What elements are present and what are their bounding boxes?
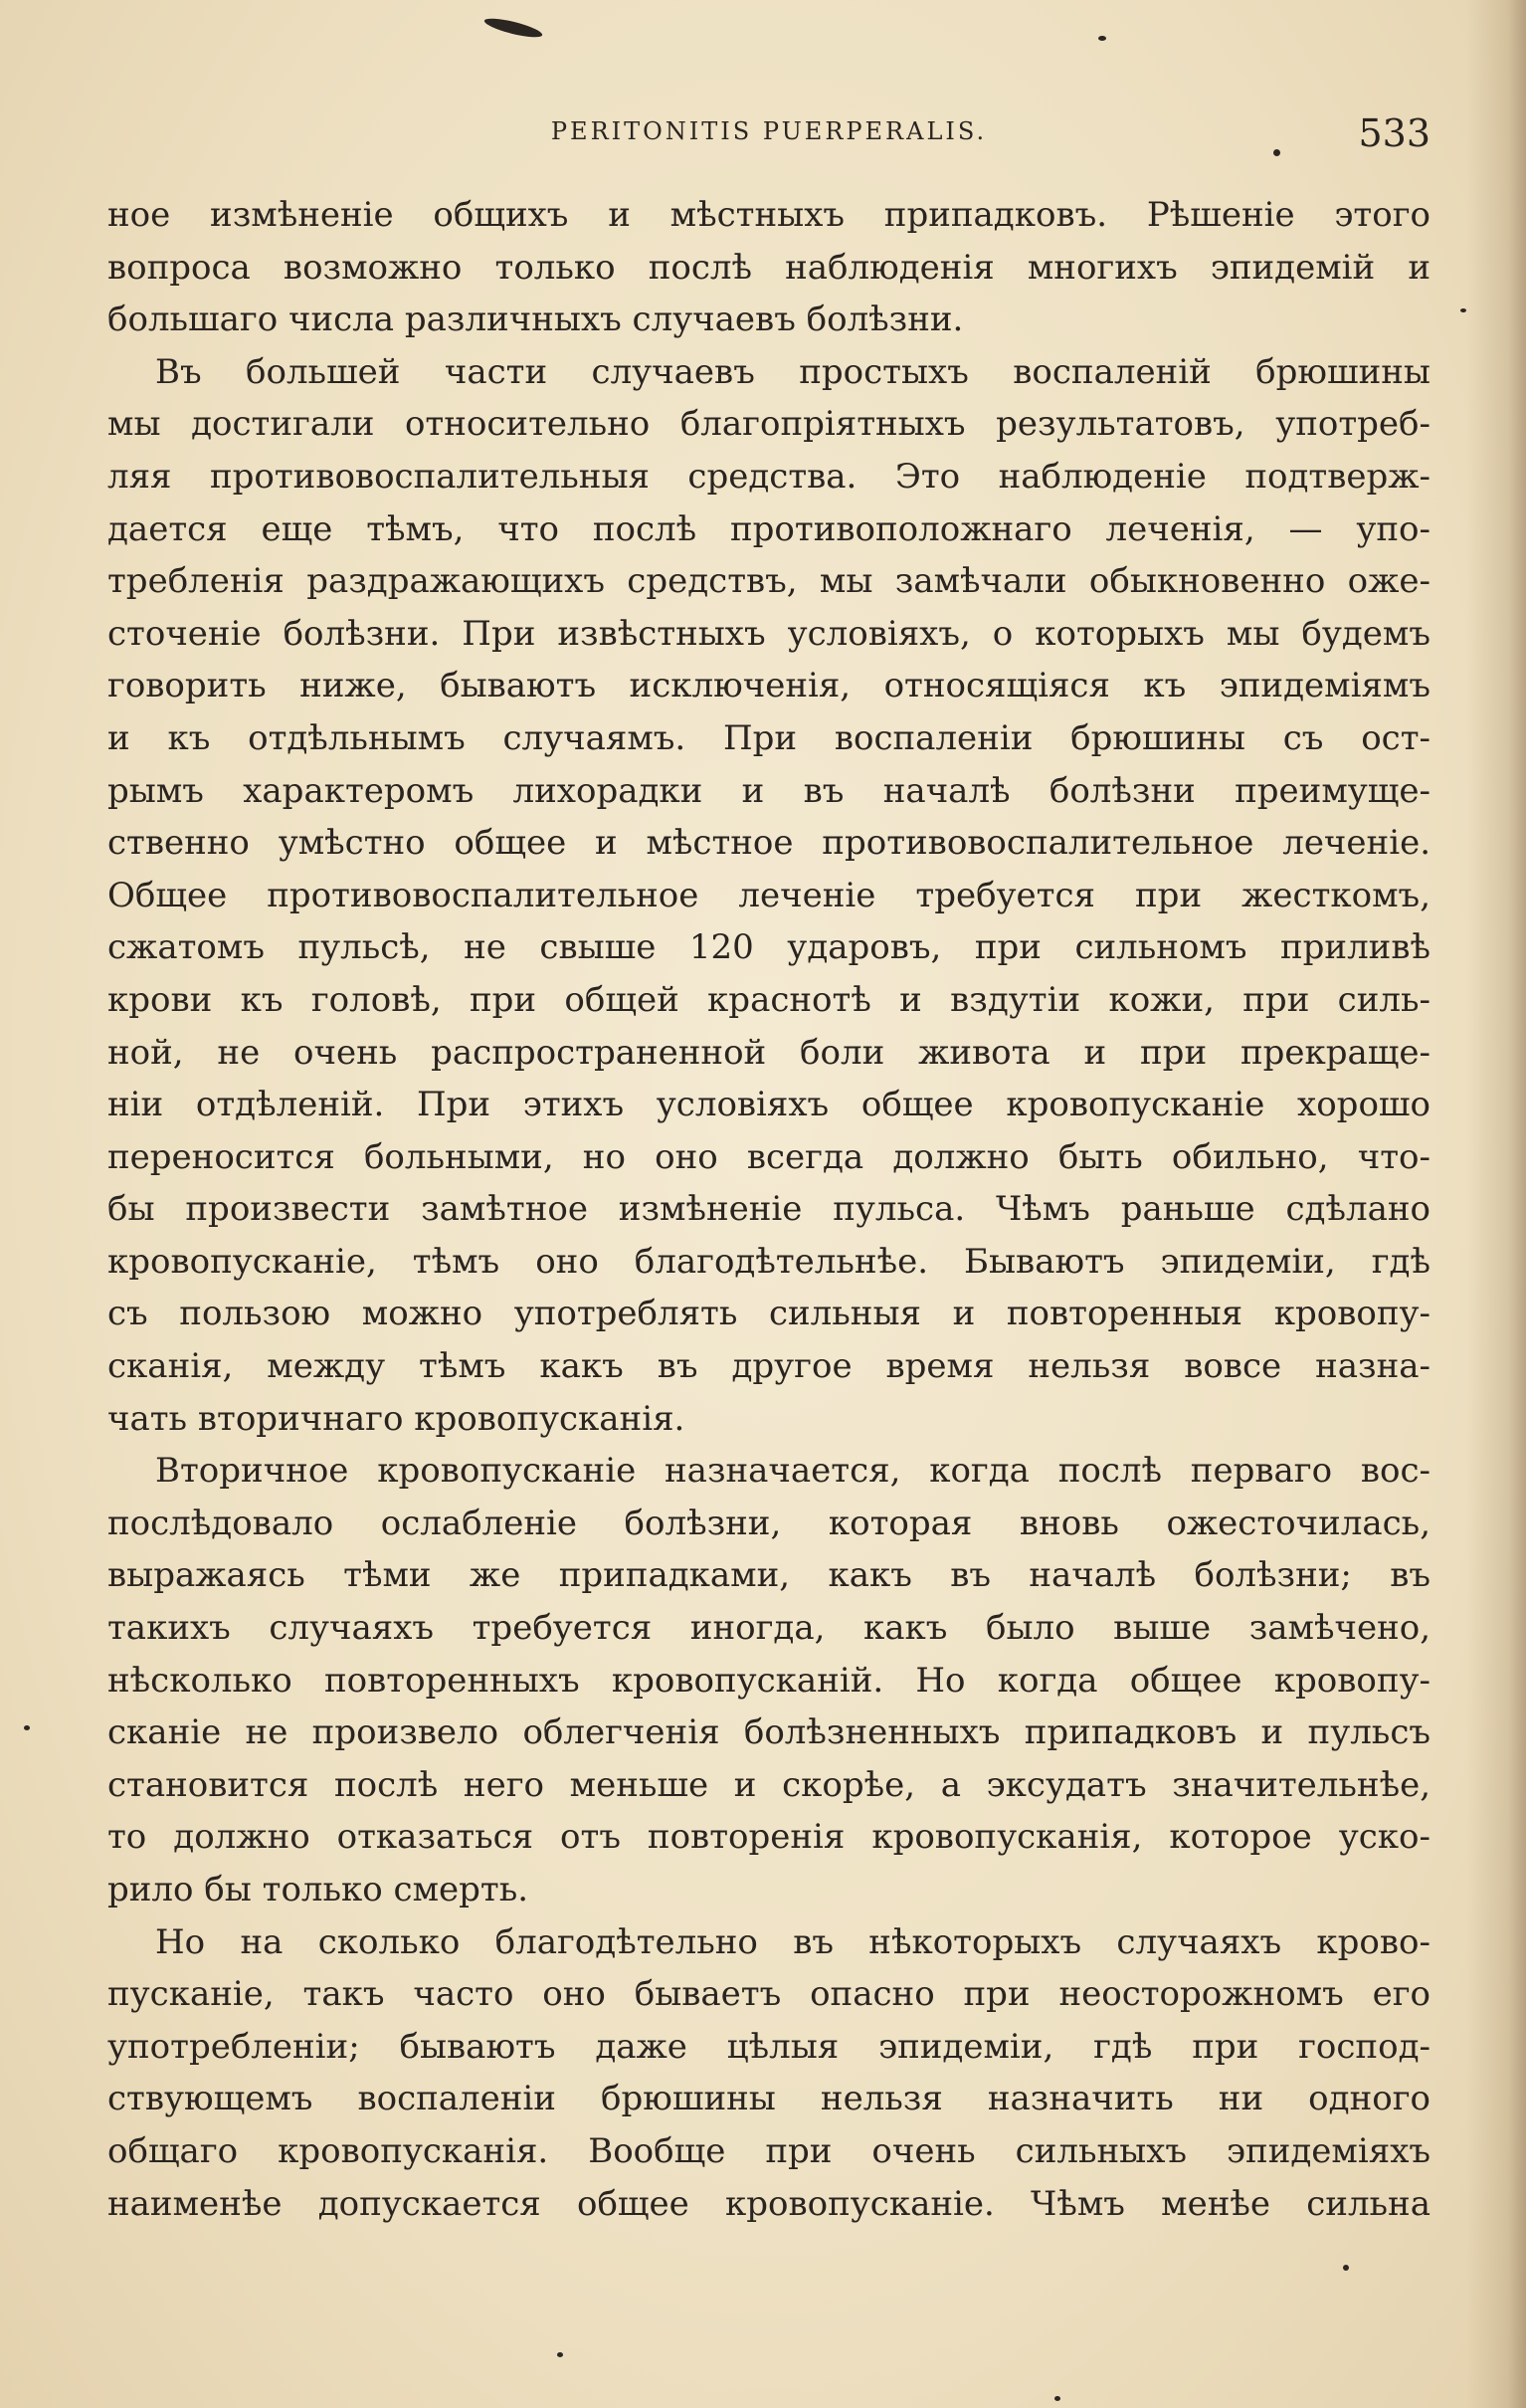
text-line: ственно умѣстно общее и мѣстное противовоспалительное леченіе.	[107, 823, 1431, 864]
text-line: пусканіе, такъ часто оно бываетъ опасно при неосторожномъ его	[107, 1974, 1431, 2015]
text-line: Но на сколько благодѣтельно въ нѣкоторыхъ случаяхъ крово-	[155, 1921, 1431, 1962]
page-number: 533	[1358, 111, 1431, 155]
ink-mark	[557, 2352, 563, 2357]
text-line: большаго числа различныхъ случаевъ болѣзни.	[107, 300, 964, 340]
text-line: Общее противовоспалительное леченіе требуется при жесткомъ,	[107, 875, 1431, 915]
body-text	[107, 189, 1431, 2230]
text-line: ствующемъ воспаленіи брюшины нельзя назначить ни одного	[107, 2079, 1431, 2119]
text-line: бы произвести замѣтное измѣненіе пульса. Чѣмъ раньше сдѣлано	[107, 1189, 1431, 1230]
text-line: рымъ характеромъ лихорадки и въ началѣ болѣзни преимуще-	[107, 770, 1431, 811]
text-line: послѣдовало ослабленіе болѣзни, которая вновь ожесточилась,	[107, 1503, 1431, 1543]
text-line: чать вторичнаго кровопусканія.	[107, 1398, 685, 1439]
text-line: требленія раздражающихъ средствъ, мы замѣчали обыкновенно ожe-	[107, 561, 1431, 602]
text-line: Въ большей части случаевъ простыхъ воспаленій брюшины	[155, 351, 1431, 392]
text-line: наименѣе допускается общее кровопусканіе. Чѣмъ менѣе сильна	[107, 2183, 1431, 2224]
page-edge-shadow	[1466, 0, 1526, 2408]
text-line: мы достигали относительно благопріятныхъ результатовъ, употреб-	[107, 404, 1431, 445]
running-head	[107, 111, 1431, 163]
text-line: и къ отдѣльнымъ случаямъ. При воспаленіи брюшины съ ост-	[107, 717, 1431, 758]
ink-mark	[1343, 2265, 1349, 2271]
text-line: вопроса возможно только послѣ наблюденія многихъ эпидемій и	[107, 247, 1431, 288]
text-line: нѣсколько повторенныхъ кровопусканій. Но когда общее кровопу-	[107, 1660, 1431, 1701]
text-line: то должно отказаться отъ повторенія кровопусканія, которое уско-	[107, 1817, 1431, 1858]
text-line: ляя противовоспалительныя средства. Это наблюденіе подтверж-	[107, 456, 1431, 497]
ink-mark	[24, 1725, 30, 1730]
text-line: кровопусканіе, тѣмъ оно благодѣтельнѣе. Бываютъ эпидеміи, гдѣ	[107, 1241, 1431, 1282]
text-line: сжатомъ пульсѣ, не свыше 120 ударовъ, при сильномъ приливѣ	[107, 927, 1431, 968]
text-line: сканіе не произвело облегченія болѣзненныхъ припадковъ и пульсъ	[107, 1712, 1431, 1753]
text-line: переносится больными, но оно всегда должно быть обильно, что-	[107, 1136, 1431, 1177]
text-line: употребленіи; бываютъ даже цѣлыя эпидеміи, гдѣ при господ-	[107, 2026, 1431, 2067]
ink-mark	[1460, 308, 1466, 312]
text-line: ное измѣненіе общихъ и мѣстныхъ припадковъ. Рѣшеніе этого	[107, 195, 1431, 235]
text-line: ніи отдѣленій. При этихъ условіяхъ общее кровопусканіе хорошо	[107, 1085, 1431, 1125]
text-line: дается еще тѣмъ, что послѣ противоположнаго леченія, — упо-	[107, 508, 1431, 549]
text-line: выражаясь тѣми же припадками, какъ въ началѣ болѣзни; въ	[107, 1555, 1431, 1596]
text-line: такихъ случаяхъ требуется иногда, какъ было выше замѣчено,	[107, 1608, 1431, 1649]
text-line: крови къ головѣ, при общей краснотѣ и вздутіи кожи, при силь-	[107, 979, 1431, 1020]
text-line: рило бы только смерть.	[107, 1870, 529, 1909]
text-line: сточеніе болѣзни. При извѣстныхъ условіяхъ, о которыхъ мы будемъ	[107, 613, 1431, 654]
text-line: общаго кровопусканія. Вообще при очень сильныхъ эпидеміяхъ	[107, 2130, 1431, 2171]
ink-mark	[1098, 36, 1106, 41]
text-line: съ пользою можно употреблять сильныя и повторенныя кровопу-	[107, 1294, 1431, 1334]
text-line: говорить ниже, бываютъ исключенія, относящіяся къ эпидеміямъ	[107, 666, 1431, 706]
text-line: Вторичное кровопусканіе назначается, когда послѣ перваго вос-	[155, 1451, 1431, 1492]
text-line: сканія, между тѣмъ какъ въ другое время нельзя вовсе назна-	[107, 1346, 1431, 1387]
text-line: становится послѣ него меньше и скорѣе, а эксудатъ значительнѣе,	[107, 1764, 1431, 1805]
text-line: ной, не очень распространенной боли живота и при прекраще-	[107, 1032, 1431, 1073]
running-title: PERITONITIS PUERPERALIS.	[550, 117, 988, 145]
ink-mark	[1054, 2396, 1060, 2401]
ink-mark	[482, 15, 543, 41]
